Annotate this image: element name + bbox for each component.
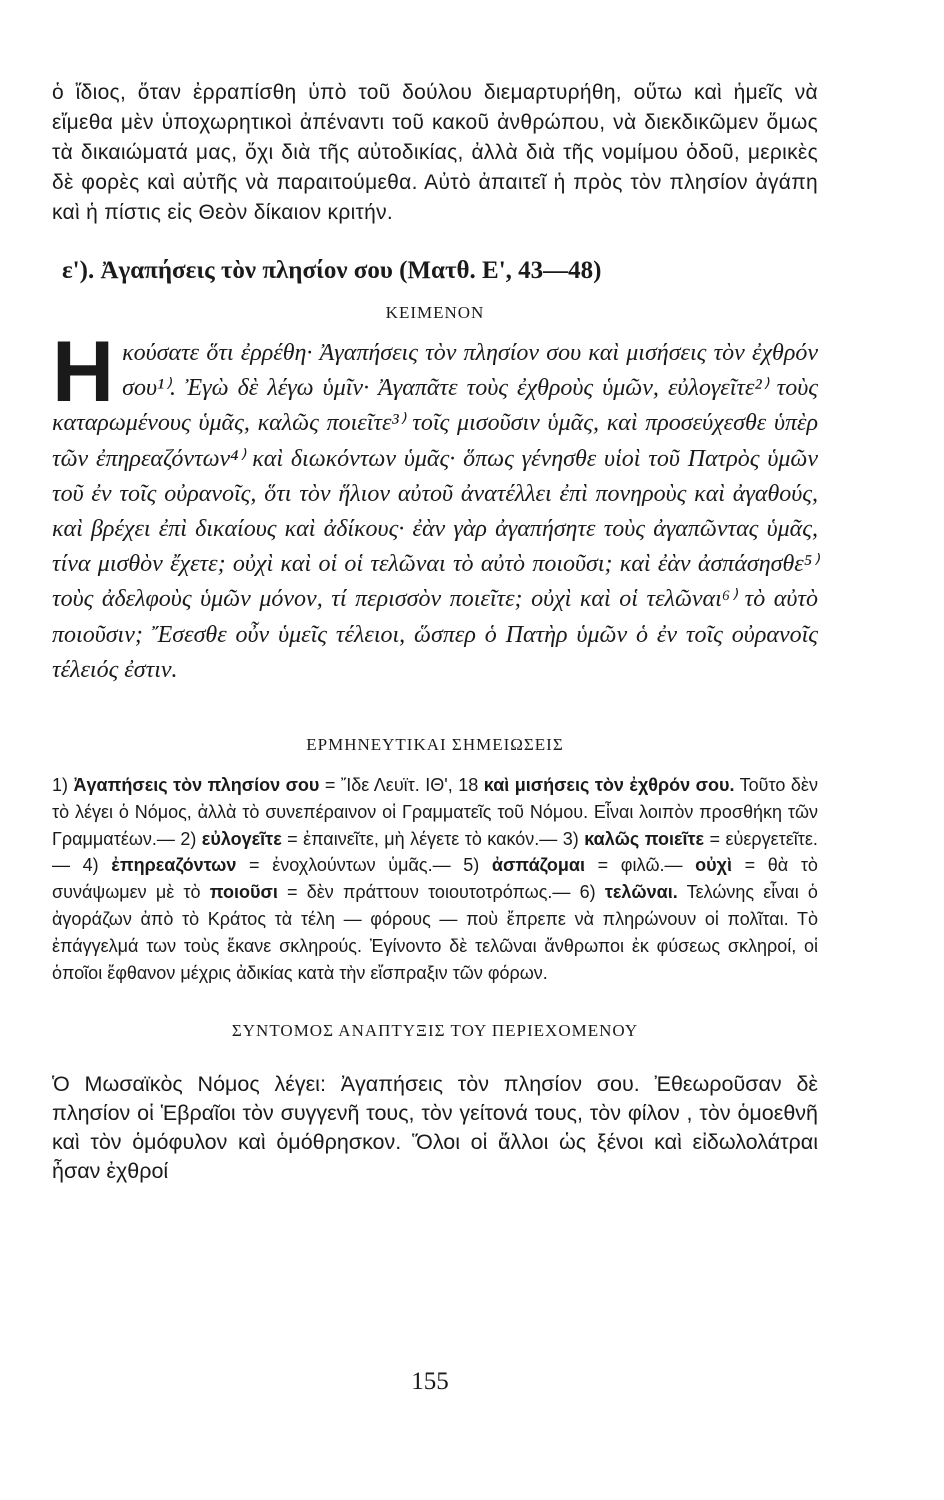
note-text: Τελώνης εἶναι ὁ ἀγοράζων ἀπὸ τὸ Κράτος τὰ τέλη — φόρους — ποὺ ἔπρεπε νὰ πληρώνουν οἱ πολῖται. Τὸ ἐπάγγελμά των τοὺς ἔκανε σκληρούς. Ἐγίνοντο δὲ τελῶναι ἄνθρωποι ἐκ φύσεως σκληροί, οἱ ὁποῖοι ἔφθανον μέχρις ἀδικίας κατὰ τὴν εἴσπραξιν τῶν φόρων. bbox=[52, 882, 818, 983]
intro-paragraph: ὁ ἴδιος, ὅταν ἐρραπίσθη ὑπὸ τοῦ δούλου διεμαρτυρήθη, οὕτω καὶ ἡμεῖς νὰ εἴμεθα μὲν ὑποχωρητικοὶ ἀπέναντι τοῦ κακοῦ ἀνθρώπου, νὰ διεκδικῶμεν ὅμως τὰ δικαιώματά μας, ὄχι διὰ τῆς αὐτοδικίας, ἀλλὰ διὰ τῆς νομίμου ὁδοῦ, μερικὲς δὲ φορὲς καὶ αὐτῆς νὰ παραιτούμεθα. Αὐτὸ ἀπαιτεῖ ἡ πρὸς τὸν πλησίον ἀγάπη καὶ ἡ πίστις εἰς Θεὸν δίκαιον κριτήν. bbox=[52, 81, 818, 224]
note-number: 4) bbox=[82, 855, 99, 876]
section-heading: ε'). Ἀγαπήσεις τὸν πλησίον σου (Ματθ. Ε', 43—48) bbox=[62, 257, 602, 284]
note-term: καλῶς ποιεῖτε bbox=[584, 828, 705, 849]
note-text: = ἐνοχλούντων ὑμᾶς.— bbox=[249, 855, 451, 876]
notes-caption: ΕΡΜΗΝΕΥΤΙΚΑΙ ΣΗΜΕΙΩΣΕΙΣ bbox=[306, 735, 564, 755]
summary-paragraph: Ὁ Μωσαϊκὸς Νόμος λέγει: Ἀγαπήσεις τὸν πλησίον σου. Ἐθεωροῦσαν δὲ πλησίον οἱ Ἑβραῖοι τὸν συγγενῆ τους, τὸν γείτονά τους, τὸν φίλον , τὸν ὁμοεθνῆ καὶ τὸν ὁμόφυλον καὶ ὁμόθρησκον. Ὅλοι οἱ ἄλλοι ὡς ξένοι καὶ εἰδωλολάτραι ἦσαν ἐχθροί bbox=[52, 1072, 818, 1184]
drop-cap: Η bbox=[52, 324, 115, 420]
note-term: τελῶναι. bbox=[604, 882, 678, 903]
summary-caption: ΣΥΝΤΟΜΟΣ ΑΝΑΠΤΥΞΙΣ ΤΟΥ ΠΕΡΙΕΧΟΜΕΝΟΥ bbox=[231, 1021, 639, 1041]
book-page bbox=[52, 78, 818, 1186]
explanatory-notes bbox=[52, 772, 818, 986]
note-term: εὐλογεῖτε bbox=[201, 828, 282, 849]
note-term: Ἀγαπήσεις τὸν πλησίον σου bbox=[73, 775, 320, 796]
note-number: 2) bbox=[180, 828, 197, 849]
note-term: καὶ μισήσεις τὸν ἐχθρόν σου. bbox=[483, 775, 735, 796]
note-text: = δὲν πράττουν τοιουτοτρόπως.— bbox=[287, 882, 571, 903]
note-term: ποιοῦσι bbox=[209, 882, 278, 903]
note-number: 6) bbox=[579, 882, 596, 903]
note-text: = ἐπαινεῖτε, μὴ λέγετε τὸ κακόν.— bbox=[287, 828, 558, 849]
note-number: 5) bbox=[463, 855, 480, 876]
note-text: = Ἴδε Λευϊτ. ΙΘ', 18 bbox=[324, 775, 479, 796]
note-number: 1) bbox=[52, 775, 69, 796]
note-text: Τοῦτο δὲν τὸ λέγει ὁ Νόμος, ἀλλὰ τὸ συνεπέραινον οἱ Γραμματεῖς τοῦ Νόμου. Εἶναι λοιπὸν προσθήκη τῶν Γραμματέων.— bbox=[52, 775, 818, 849]
text-caption: ΚΕΙΜΕΝΟΝ bbox=[385, 303, 485, 322]
note-term: οὐχὶ bbox=[695, 855, 732, 876]
scripture-body: κούσατε ὅτι ἐρρέθη· Ἀγαπήσεις τὸν πλησίον σου καὶ μισήσεις τὸν ἐχθρόν σου¹⁾. Ἐγὼ δὲ λέγω ὑμῖν· Ἀγαπᾶτε τοὺς ἐχθροὺς ὑμῶν, εὐλογεῖτε²⁾ τοὺς καταρωμένους ὑμᾶς, καλῶς ποιεῖτε³⁾ τοῖς μισοῦσιν ὑμᾶς, καὶ προσεύχεσθε ὑπὲρ τῶν ἐπηρεαζόντων⁴⁾ καὶ διωκόντων ὑμᾶς· ὅπως γένησθε υἱοὶ τοῦ Πατρὸς ὑμῶν τοῦ ἐν τοῖς οὐρανοῖς, ὅτι τὸν ἥλιον αὐτοῦ ἀνατέλλει ἐπὶ πονηροὺς καὶ ἀγαθούς, καὶ βρέχει ἐπὶ δικαίους καὶ ἀδίκους· ἐὰν γὰρ ἀγαπήσητε τοὺς ἀγαπῶντας ὑμᾶς, τίνα μισθὸν ἔχετε; οὐχὶ καὶ οἱ οἱ τελῶναι τὸ αὐτὸ ποιοῦσι; καὶ ἐὰν ἀσπάσησθε⁵⁾ τοὺς ἀδελφοὺς ὑμῶν μόνον, τί περισσὸν ποιεῖτε; οὐχὶ καὶ οἱ τελῶναι⁶⁾ τὸ αὐτὸ ποιοῦσιν; Ἔσεσθε οὖν ὑμεῖς τέλειοι, ὥσπερ ὁ Πατὴρ ὑμῶν ὁ ἐν τοῖς οὐρανοῖς τέλειός ἐστιν. bbox=[52, 340, 818, 683]
page-number: 155 bbox=[411, 1368, 449, 1395]
note-term: ἐπηρεαζόντων bbox=[111, 855, 237, 876]
note-term: ἀσπάζομαι bbox=[491, 855, 585, 876]
note-text: = θὰ τὸ συνάψωμεν μὲ τὸ bbox=[52, 855, 818, 903]
note-text: = φιλῶ.— bbox=[597, 855, 683, 876]
note-text: = εὐεργετεῖτε.— bbox=[52, 828, 818, 876]
scripture-text bbox=[52, 324, 818, 688]
note-number: 3) bbox=[562, 828, 579, 849]
